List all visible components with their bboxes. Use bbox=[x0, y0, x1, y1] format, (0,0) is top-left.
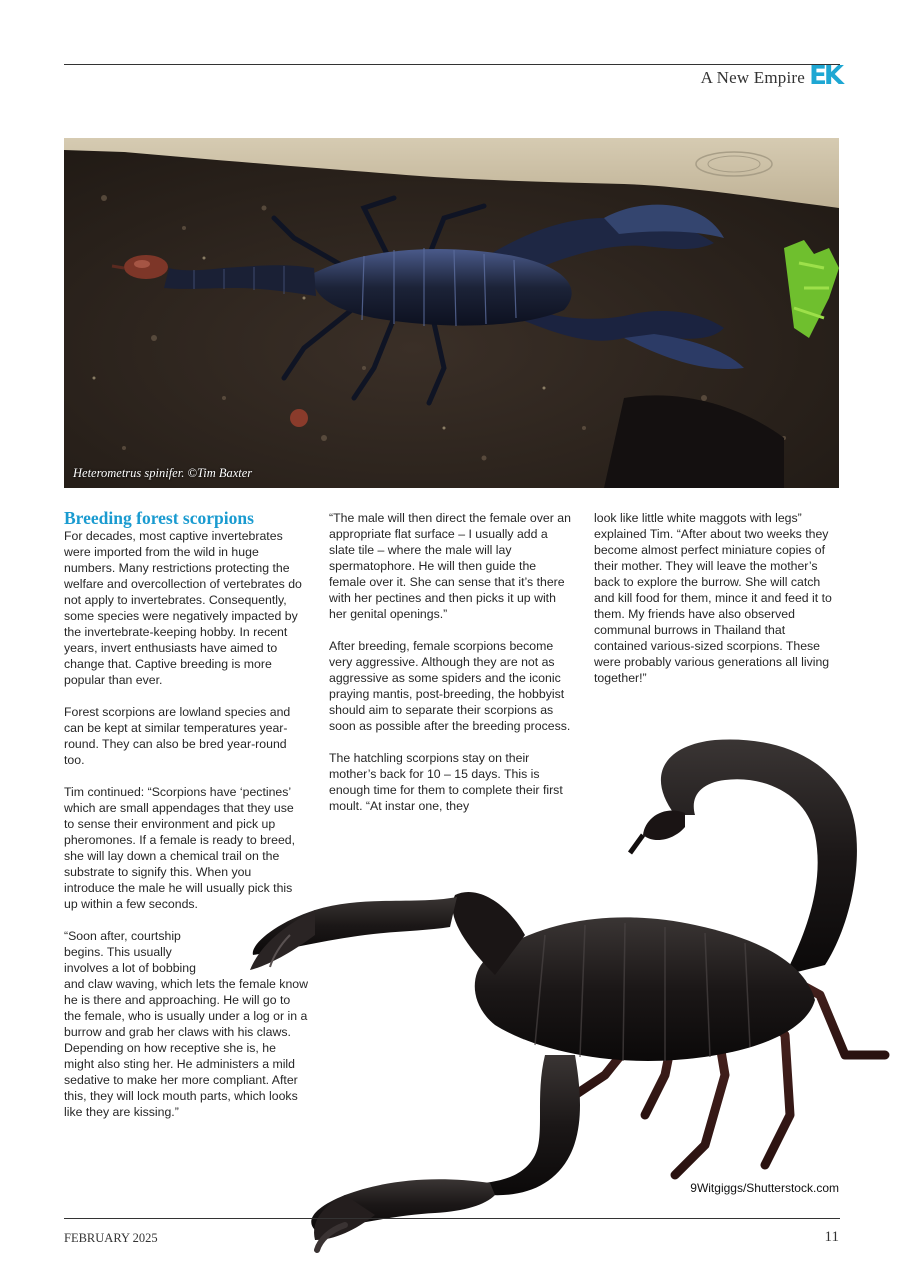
issue-date: FEBRUARY 2025 bbox=[64, 1231, 158, 1245]
paragraph: After breeding, female scorpions become very aggressive. Although they are not as aggressive as some spiders and the iconic praying mantis, post-breeding, the hobbyist should aim to separate their scorpions as soon as possible after the breeding process. bbox=[329, 639, 571, 733]
paragraph: look like little white maggots with legs” explained Tim. “After about two weeks they become almost perfect miniature copies of their mother. They will leave the mother’s back to explore the burrow. She will catch and kill food for them, mince it and feed it to them. My friends have also observed communal burrows in Thailand that contained various-sized scorpions. These were probably various generations all living together!” bbox=[594, 511, 832, 685]
footer-rule bbox=[64, 1218, 840, 1219]
article-heading: Breeding forest scorpions bbox=[64, 508, 254, 528]
scorpion-photo bbox=[64, 138, 839, 488]
paragraph: Tim continued: “Scorpions have ‘pectines’ which are small appendages that they use to sense their environment and pick up pheromones. If a female is ready to breed, she will lay down a chemical trail on the substrate to signify this. When you introduce the male he will usually pick this up within a few seconds. bbox=[64, 785, 296, 911]
section-title: A New Empire bbox=[700, 68, 805, 87]
paragraph: Forest scorpions are lowland species and can be kept at similar temperatures year-round. They can also be bred year-round too. bbox=[64, 705, 291, 767]
scorpion-photo-illustration bbox=[64, 138, 839, 488]
paragraph: “The male will then direct the female over an appropriate flat surface – I usually add a slate tile – where the male will lay spermatophore. He will then guide the female over it. She can sense that it’s there with her pectines and then picks it up with her genital openings.” bbox=[329, 511, 571, 621]
paragraph-intro: “Soon after, courtship begins. This usually involves a lot of bobbing bbox=[64, 929, 196, 975]
article-column-1 bbox=[64, 508, 308, 1120]
paragraph bbox=[64, 928, 308, 1120]
image-credit: 9Witgiggs/Shutterstock.com bbox=[690, 1181, 839, 1195]
photo-caption: Heterometrus spinifer. ©Tim Baxter bbox=[73, 466, 253, 480]
paragraph: For decades, most captive invertebrates were imported from the wild in huge numbers. Many restrictions protecting the welfare and overcollection of vertebrates do not apply to invertebrates. Consequently, some species were negatively impacted by the invertebrate-keeping hobby. In recent years, invert enthusiasts have aimed to change that. Captive breeding is more popular than ever. bbox=[64, 529, 302, 687]
magazine-logo: EK bbox=[809, 61, 841, 91]
page-number: 11 bbox=[824, 1229, 839, 1245]
paragraph: The hatchling scorpions stay on their mother’s back for 10 – 15 days. This is enough time for them to complete their first moult. “At instar one, they bbox=[329, 751, 563, 813]
header-rule bbox=[64, 64, 840, 65]
article-column-3 bbox=[594, 510, 838, 702]
paragraph-continuation: and claw waving, which lets the female know he is there and approaching. He will go to the female, who is usually under a log or in a burrow and grab her claws with his claws. Depending on how receptive she is, he might also sting her. He administers a mild sedative to make her more compliant. After this, they will lock mouth parts, which looks like they are kissing.” bbox=[64, 977, 309, 1119]
article-column-2 bbox=[329, 510, 573, 830]
